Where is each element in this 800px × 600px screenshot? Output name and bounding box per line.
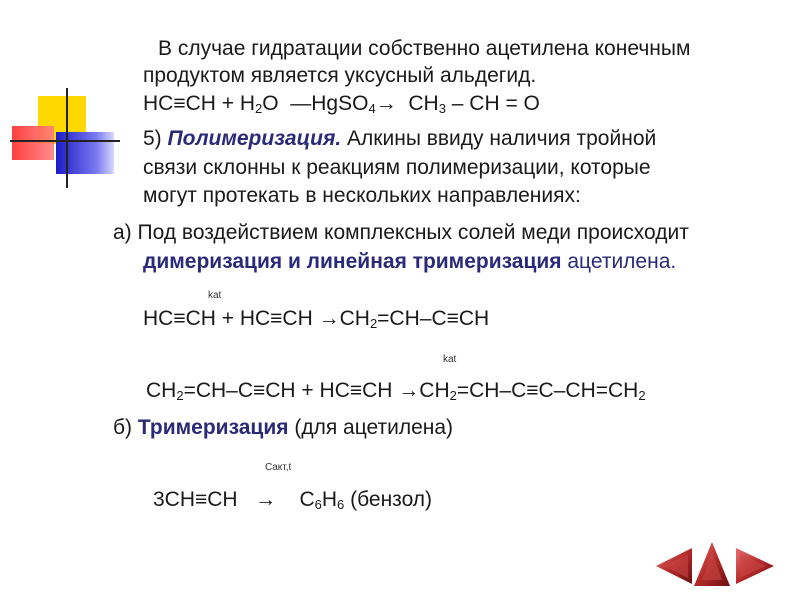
eq2-catalyst: kat [208, 290, 222, 301]
pa-line2 [143, 249, 676, 274]
pa-rest: ацетилена. [561, 250, 677, 273]
eq3-c: =CH–C≡C–CH=CH [456, 379, 639, 402]
eq4-right-a: C [299, 488, 315, 511]
pb-rest: (для ацетилена) [288, 416, 454, 439]
eq4-right-b: H [321, 488, 338, 511]
eq1-arrow: → [375, 92, 397, 115]
eq2-tail: =CH–C≡CH [377, 307, 490, 330]
eq3-b: =CH–C≡CH + HC≡CH →CH [183, 379, 450, 402]
decor-squares [10, 88, 120, 188]
eq3-c-sub: 2 [638, 388, 646, 403]
p1-line2: продуктом является уксусный альдегид. [143, 64, 537, 87]
eq3-a-sub: 2 [176, 388, 184, 403]
eq4-sub1: 6 [314, 497, 322, 512]
equation-hydration [143, 91, 540, 116]
equation-trimerization-linear [146, 378, 646, 403]
eq1-right-tail: – CH = O [445, 92, 540, 115]
p2-line2: связи склонны к реакциям полимеризации, которые [143, 156, 651, 179]
eq1-left: HC≡CH + H [143, 92, 256, 115]
right-arrow-icon[interactable] [736, 548, 774, 584]
eq1-left-tail: O [262, 92, 279, 115]
eq4-arrow: → [255, 488, 277, 511]
pa-line1: а) Под воздействием комплексных солей меди происходит [113, 221, 689, 244]
eq2-sub: 2 [369, 316, 378, 331]
eq1-catalyst: —HgSO [290, 92, 369, 115]
eq1-right-sub: 3 [438, 101, 446, 116]
p2-num: 5) [143, 127, 168, 150]
eq4-left: 3CH≡CH [153, 488, 238, 511]
p2-line1 [143, 126, 656, 151]
pb-prefix: б) [113, 416, 138, 439]
horizontal-line [10, 140, 120, 142]
pa-bold: димеризация и линейная тримеризация [143, 250, 562, 273]
p2-line1-rest: Алкины ввиду наличия тройной [341, 127, 657, 150]
vertical-line [66, 88, 68, 188]
blue-square [56, 132, 114, 174]
eq4-sub2: 6 [337, 497, 345, 512]
eq3-catalyst: kat [443, 354, 457, 365]
pb-bold: Тримеризация [137, 416, 289, 439]
eq2-text: HC≡CH + HC≡CH →CH [143, 307, 370, 330]
eq1-catalyst-sub: 4 [368, 101, 376, 116]
eq4-catalyst: Cакт,t [265, 462, 292, 473]
eq4-right-c: (бензол) [344, 488, 433, 511]
eq3-b-sub: 2 [449, 388, 457, 403]
equation-dimerization [143, 306, 489, 331]
eq1-left-sub: 2 [255, 101, 263, 116]
pb-line [113, 415, 453, 440]
p2-line3: могут протекать в нескольких направлениях: [143, 184, 581, 207]
eq1-right: CH [408, 92, 439, 115]
p2-title: Полимеризация. [167, 127, 342, 150]
red-square [12, 126, 54, 160]
eq3-a: CH [146, 379, 177, 402]
p1-line1: В случае гидратации собственно ацетилена конечным [158, 37, 691, 60]
home-arrow-icon[interactable] [694, 542, 730, 586]
equation-benzene [153, 487, 432, 512]
nav-buttons [652, 540, 782, 588]
left-arrow-icon[interactable] [656, 548, 692, 584]
